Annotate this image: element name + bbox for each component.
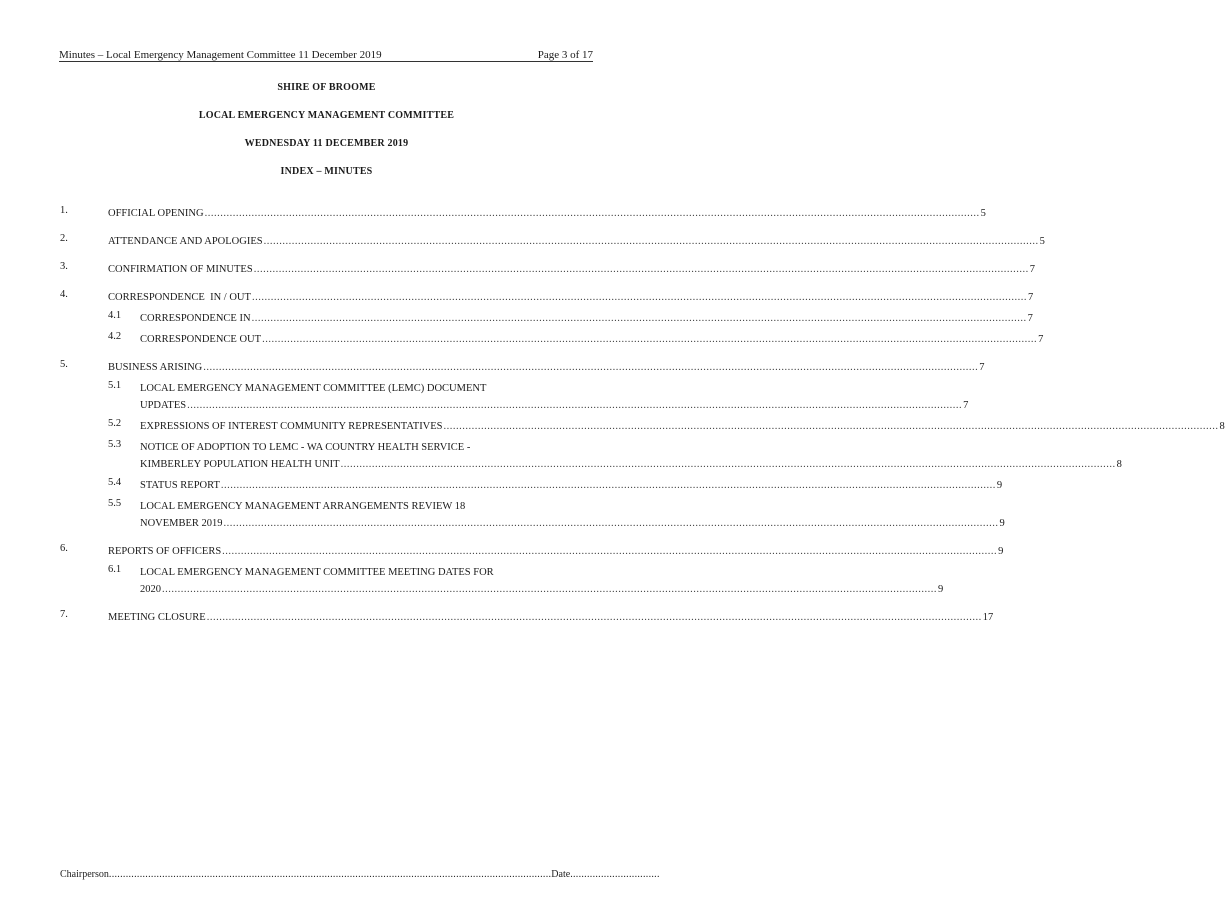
toc-number: 5.4 xyxy=(108,477,122,488)
toc-page: 9 xyxy=(938,584,944,595)
toc-number: 7. xyxy=(60,609,68,620)
toc-label: CORRESPONDENCE OUT xyxy=(140,334,262,345)
toc-leader xyxy=(444,418,1219,435)
toc-leader xyxy=(224,515,999,532)
toc-number: 4. xyxy=(60,289,68,300)
toc-entry-5-4[interactable] xyxy=(60,477,1003,494)
toc-number: 5.5 xyxy=(108,498,122,509)
toc-label: 2020 xyxy=(140,584,161,595)
toc-entry-6[interactable] xyxy=(60,543,1004,560)
shire-title: SHIRE OF BROOME xyxy=(277,82,376,93)
date-signature-line: ................................ xyxy=(570,869,660,880)
table-of-contents xyxy=(60,205,1225,626)
toc-number: 3. xyxy=(60,261,68,272)
toc-label: STATUS REPORT xyxy=(140,480,220,491)
toc-entry-5-1[interactable] xyxy=(60,380,969,414)
header-page-number: Page 3 of 17 xyxy=(537,49,593,61)
toc-entry-5[interactable] xyxy=(60,359,985,376)
toc-page: 5 xyxy=(1039,236,1045,247)
toc-number: 5.3 xyxy=(108,439,122,450)
toc-leader xyxy=(341,456,1116,473)
toc-page: 7 xyxy=(979,362,985,373)
toc-number: 5.2 xyxy=(108,418,122,429)
toc-page: 9 xyxy=(998,546,1004,557)
toc-entry-4-1[interactable] xyxy=(60,310,1033,327)
toc-number: 6.1 xyxy=(108,564,122,575)
toc-page: 8 xyxy=(1219,421,1225,432)
toc-label-line1: LOCAL EMERGENCY MANAGEMENT ARRANGEMENTS REVIEW 18 xyxy=(140,501,466,512)
toc-page: 7 xyxy=(1029,264,1035,275)
toc-entry-1[interactable] xyxy=(60,205,986,222)
toc-number: 4.2 xyxy=(108,331,122,342)
toc-page: 9 xyxy=(996,480,1003,491)
committee-title: LOCAL EMERGENCY MANAGEMENT COMMITTEE xyxy=(198,110,455,121)
toc-number: 1. xyxy=(60,205,68,216)
toc-page: 7 xyxy=(1038,334,1044,345)
chairperson-label: Chairperson xyxy=(60,869,109,880)
toc-label: ATTENDANCE AND APOLOGIES xyxy=(108,236,263,247)
toc-number: 6. xyxy=(60,543,68,554)
toc-page: 8 xyxy=(1116,459,1122,470)
toc-leader xyxy=(205,205,980,222)
toc-leader xyxy=(207,609,982,626)
toc-label: CORRESPONDENCE IN xyxy=(140,313,251,324)
toc-entry-4[interactable] xyxy=(60,289,1034,306)
toc-entry-5-2[interactable] xyxy=(60,418,1225,435)
toc-leader xyxy=(252,310,1027,327)
toc-page: 17 xyxy=(982,612,994,623)
page-header xyxy=(59,44,593,62)
toc-page: 7 xyxy=(963,400,969,411)
toc-leader xyxy=(264,233,1039,250)
toc-leader xyxy=(262,331,1037,348)
chairperson-signature-line: .............................................................................................................................................................. xyxy=(108,869,552,880)
toc-label: MEETING CLOSURE xyxy=(108,612,206,623)
toc-entry-6-1[interactable] xyxy=(60,564,944,598)
toc-entry-5-5[interactable] xyxy=(60,498,1005,532)
header-document-title: Minutes – Local Emergency Management Committee 11 December 2019 xyxy=(59,49,382,61)
toc-label-line1: LOCAL EMERGENCY MANAGEMENT COMMITTEE (LEMC) DOCUMENT xyxy=(140,383,487,394)
toc-label-line1: LOCAL EMERGENCY MANAGEMENT COMMITTEE MEETING DATES FOR xyxy=(140,567,494,578)
date-label: Date xyxy=(551,869,571,880)
toc-entry-5-3[interactable] xyxy=(60,439,1122,473)
toc-leader xyxy=(254,261,1029,278)
toc-label: CONFIRMATION OF MINUTES xyxy=(108,264,253,275)
toc-label-line1: NOTICE OF ADOPTION TO LEMC - WA COUNTRY HEALTH SERVICE - xyxy=(140,442,471,453)
index-title: INDEX – MINUTES xyxy=(280,166,373,177)
toc-leader xyxy=(221,477,996,494)
toc-leader xyxy=(203,359,978,376)
toc-entry-3[interactable] xyxy=(60,261,1035,278)
toc-label: UPDATES xyxy=(140,400,187,411)
title-block xyxy=(0,80,653,192)
toc-page: 5 xyxy=(980,208,986,219)
toc-page: 9 xyxy=(999,518,1005,529)
toc-label: CORRESPONDENCE IN / OUT xyxy=(108,292,251,303)
toc-number: 5.1 xyxy=(108,380,122,391)
toc-entry-2[interactable] xyxy=(60,233,1045,250)
toc-page: 7 xyxy=(1027,313,1033,324)
meeting-date-title: WEDNESDAY 11 DECEMBER 2019 xyxy=(244,138,409,149)
toc-leader xyxy=(187,397,962,414)
toc-number: 4.1 xyxy=(108,310,122,321)
toc-label: NOVEMBER 2019 xyxy=(140,518,223,529)
toc-label: REPORTS OF OFFICERS xyxy=(108,546,222,557)
toc-leader xyxy=(162,581,937,598)
toc-number: 2. xyxy=(60,233,68,244)
toc-label: OFFICIAL OPENING xyxy=(108,208,204,219)
toc-leader xyxy=(222,543,997,560)
toc-entry-7[interactable] xyxy=(60,609,994,626)
toc-number: 5. xyxy=(60,359,68,370)
toc-label: BUSINESS ARISING xyxy=(108,362,203,373)
toc-label: EXPRESSIONS OF INTEREST COMMUNITY REPRESENTATIVES xyxy=(140,421,443,432)
toc-leader xyxy=(252,289,1027,306)
signature-footer xyxy=(60,869,660,880)
toc-page: 7 xyxy=(1027,292,1034,303)
toc-label: KIMBERLEY POPULATION HEALTH UNIT xyxy=(140,459,340,470)
toc-entry-4-2[interactable] xyxy=(60,331,1044,348)
